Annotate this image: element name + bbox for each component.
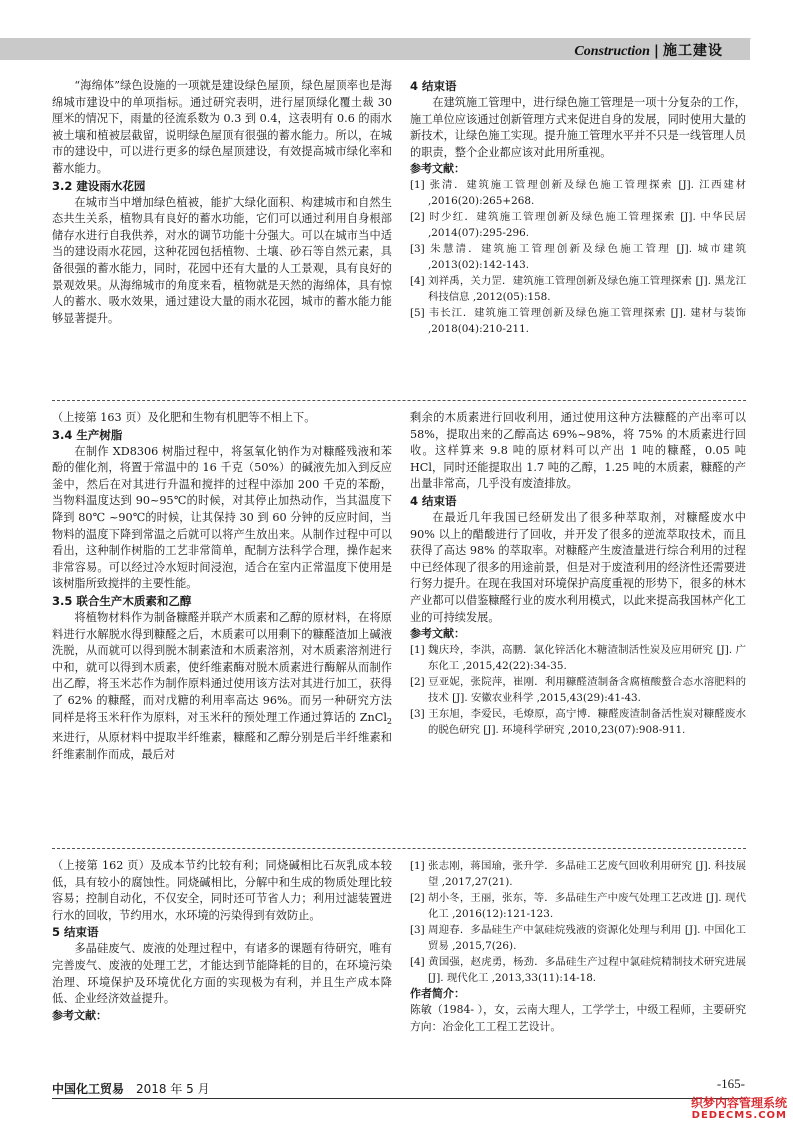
reference-item: [2] 胡小冬，王丽，张东，等．多晶硅生产中废气处理工艺改进 [J]. 现代化工 ,2016(12):121-123. [410, 892, 746, 920]
reference-item: [2] 时少红．建筑施工管理创新及绿色施工管理探索 [J]. 中华民居 ,2014(07):295-296. [410, 211, 746, 240]
section-heading: 3.5 联合生产木质素和乙醇 [52, 593, 192, 608]
reference-item: [5] 韦长江．建筑施工管理创新及绿色施工管理探索 [J]. 建材与装饰 ,2018(04):210-211. [410, 307, 746, 336]
section-divider [52, 848, 746, 849]
watermark-line1: 织梦内容管理系统 [690, 1096, 787, 1110]
section2-right-column [410, 410, 746, 738]
references-heading: 参考文献： [52, 1008, 107, 1022]
watermark [691, 1096, 787, 1122]
footer-rule [52, 1098, 746, 1099]
issue-date: 2018 年 5 月 [136, 1082, 210, 1096]
footer-left [52, 1080, 210, 1097]
references-heading: 参考文献： [410, 162, 465, 176]
paragraph [52, 610, 392, 764]
watermark-line2: DEDECMS.COM [691, 1110, 787, 1121]
header-bar-corner [735, 38, 751, 60]
paragraph: 在城市当中增加绿色植被，能扩大绿化面积、构建城市和自然生态共生关系，植物具有良好的蓄水功能，它们可以通过利用自身根部储存水进行自我供养，对水的调节功能十分强大。可以在城市当中适当的建设雨水花园，这种花园包括植物、土壤、砂石等自然元素，具备很强的蓄水能力，同时，花园中还有大量的人工景观，具有良好的景观效果。从海绵城市的角度来看，植物就是天然的海绵体，具有惊人的蓄水、吸水效果，通过建设大量的雨水花园，城市的蓄水能力能够显著提升。 [52, 195, 392, 325]
section-heading: 5 结束语 [52, 925, 99, 940]
page-number: -165- [716, 1076, 745, 1091]
section1-right-column [410, 78, 746, 337]
section3-right-column [410, 858, 746, 1035]
paragraph-text: 来进行，从原材料中提取半纤维素，糠醛和乙醇分别是后半纤维素和纤维素制作而成，最后对 [52, 731, 392, 761]
reference-item: [1] 张志刚，蒋国瑜，张升学．多晶硅工艺废气回收利用研究 [J]. 科技展望 ,2017,27(21). [410, 860, 746, 888]
reference-item: [4] 刘祥禹，关力罡．建筑施工管理创新及绿色施工管理探索 [J]. 黑龙江科技信息 ,2012(05):158. [410, 275, 746, 304]
paragraph: “海绵体”绿色设施的一项就是建设绿色屋顶，绿色屋顶率也是海绵城市建设中的单项指标。通过研究表明，进行屋顶绿化覆土裁 30 厘米的情况下，雨量的径流系数为 0.3 到 0.4，这表明有 0.6 的雨水被土壤和植被层截留，说明绿色屋顶有很强的蓄水能力。所以，在城市的建设中，可以进行更多的绿色屋顶建设，有效提高城市绿化率和蓄水能力。 [52, 79, 392, 175]
reference-item: [4] 黄国强，赵虎勇，杨劲．多晶硅生产过程中氯硅烷精制技术研究进展 [J]. 现代化工 ,2013,33(11):14-18. [410, 956, 746, 984]
section-divider [52, 400, 746, 401]
section-heading: 4 结束语 [410, 493, 457, 508]
section-heading: 3.4 生产树脂 [52, 427, 123, 442]
reference-item: [1] 张清．建筑施工管理创新及绿色施工管理探索 [J]. 江西建材 ,2016(20):265+268. [410, 179, 746, 208]
reference-item: [3] 周迎春．多晶硅生产中氯硅烷残液的资源化处理与利用 [J]. 中国化工贸易 ,2015,7(26). [410, 924, 746, 952]
subscript: 2 [386, 716, 392, 726]
author-bio-heading: 作者简介： [410, 987, 465, 1000]
paragraph-text: 将植物材料作为制备糠醛并联产木质素和乙醇的原材料，在将原料进行水解脱水得到糠醛之后，木质素可以用剩下的糠醛渣加上碱液洗脱，从而就可以得到脱木制素渣和木质素溶剂，对木质素溶剂进行中和，就可以得到木质素，使纤维素酶对脱木质素进行酶解从而制作出乙醇，将玉米芯作为制作原料通过使用该方法对其进行加工，获得了 62% 的糠醛，而对戊糖的利用率高达 96%。而另一种研究方法同样是将玉米秆作为原料，对玉米秆的预处理工作通过算话的 ZnCl [52, 610, 392, 724]
paragraph: 在制作 XD8306 树脂过程中，将氢氧化钠作为对糠醛残液和苯酚的催化剂，将置于常温中的 16 千克（50%）的碱液先加入到反应釜中，然后在对其进行升温和搅拌的过程中添加 200 千克的苯酚，当物料温度达到 90~95℃的时候，对其停止加热动作，当其温度下降到 80℃ ~90℃的时候，让其保持 30 到 60 分钟的反应时间，当物料的温度下降到常温之后就可以将产生放出来。从制作过程中可以看出，这种制作树脂的工艺非常简单，配制方法科学合理，操作起来非常容易。可以经过冷水短时间浸泡，适合在室内正常温度下使用是该树脂所致搅拌的主要性能。 [52, 444, 392, 591]
journal-name: 中国化工贸易 [52, 1082, 125, 1096]
continuation-note: （上接第 162 页）及成本节约比较有利；同烧碱相比石灰乳成本较低，具有较小的腐蚀性。同烧碱相比，分解中和生成的物质处理比较容易；控制自动化，不仅安全，同时还可节省人力；利用过滤装置进行水的回收，节约用水，水环境的污染得到有效防止。 [52, 859, 392, 922]
header-separator: | [653, 43, 659, 59]
continuation-note: （上接第 163 页）及化肥和生物有机肥等不相上下。 [52, 411, 316, 424]
reference-item: [3] 王东旭，李爱民，毛燎原，高宁博．糠醛废渣制备活性炭对糠醛废水的脱色研究 [J]. 环境科学研究 ,2010,23(07):908-911. [410, 708, 746, 737]
reference-item: [2] 豆亚妮，张院萍，崔刚．利用糠醛渣制备含腐植酸螯合态水溶肥料的技术 [J]. 安徽农业科学 ,2015,43(29):41-43. [410, 676, 746, 705]
paragraph: 在建筑施工管理中，进行绿色施工管理是一项十分复杂的工作，施工单位应该通过创新管理方式来促进自身的发展，同时使用大量的新技术，让绿色施工实现。提升施工管理水平并不只是一线管理人员的职责，整个企业都应该对此用所重视。 [410, 96, 746, 159]
section-heading: 4 结束语 [410, 79, 457, 93]
references-heading: 参考文献： [410, 627, 465, 641]
section1-left-column [52, 78, 392, 327]
running-header [574, 40, 723, 60]
section3-left-column [52, 858, 392, 1024]
section2-left-column [52, 410, 392, 764]
paragraph: 剩余的木质素进行回收利用，通过使用这种方法糠醛的产出率可以 58%，提取出来的乙醇高达 69%~98%，将 75% 的木质素进行回收。这样算来 9.8 吨的原材料可以产出 1 吨的糠醛，0.05 吨 HCl，同时还能提取出 1.7 吨的乙醇，1.25 吨的木质素，糠醛的产出量非常高，几乎没有废渣排放。 [410, 411, 746, 491]
reference-item: [1] 魏庆玲，李洪，高鹏．氯化锌活化木糖渣制活性炭及应用研究 [J]. 广东化工 ,2015,42(22):34-35. [410, 644, 746, 673]
header-english: Construction [574, 44, 650, 59]
section-heading: 3.2 建设雨水花园 [52, 178, 146, 193]
header-chinese: 施工建设 [663, 43, 723, 59]
author-bio: 陈敏（1984- ），女，云南大理人，工学学士，中级工程师，主要研究方向：冶金化工工程工艺设计。 [410, 1003, 746, 1033]
paragraph: 在最近几年我国已经研发出了很多种萃取剂，对糠醛废水中 90% 以上的醋酸进行了回收，并开发了很多的逆流萃取技术，而且获得了高达 98% 的萃取率。对糠醛产生废渣量进行综合利用的过程中已经体现了很多的用途前景，但是对于废渣利用的经济性还需要进行努力提升。在现在我国对环境保护高度重视的形势下，很多的林木产业都可以借鉴糠醛行业的废水利用模式，以此来提高我国林产化工业的可持续发展。 [410, 510, 746, 624]
reference-item: [3] 朱慧清．建筑施工管理创新及绿色施工管理 [J]. 城市建筑 ,2013(02):142-143. [410, 243, 746, 272]
paragraph: 多晶硅废气、废液的处理过程中，有诸多的课题有待研究，唯有完善废气、废液的处理工艺，才能达到节能降耗的目的，在环境污染治理、环境保护及环境优化方面的实现极为有利，并且生产成本降低、企业经济效益提升。 [52, 942, 392, 1006]
